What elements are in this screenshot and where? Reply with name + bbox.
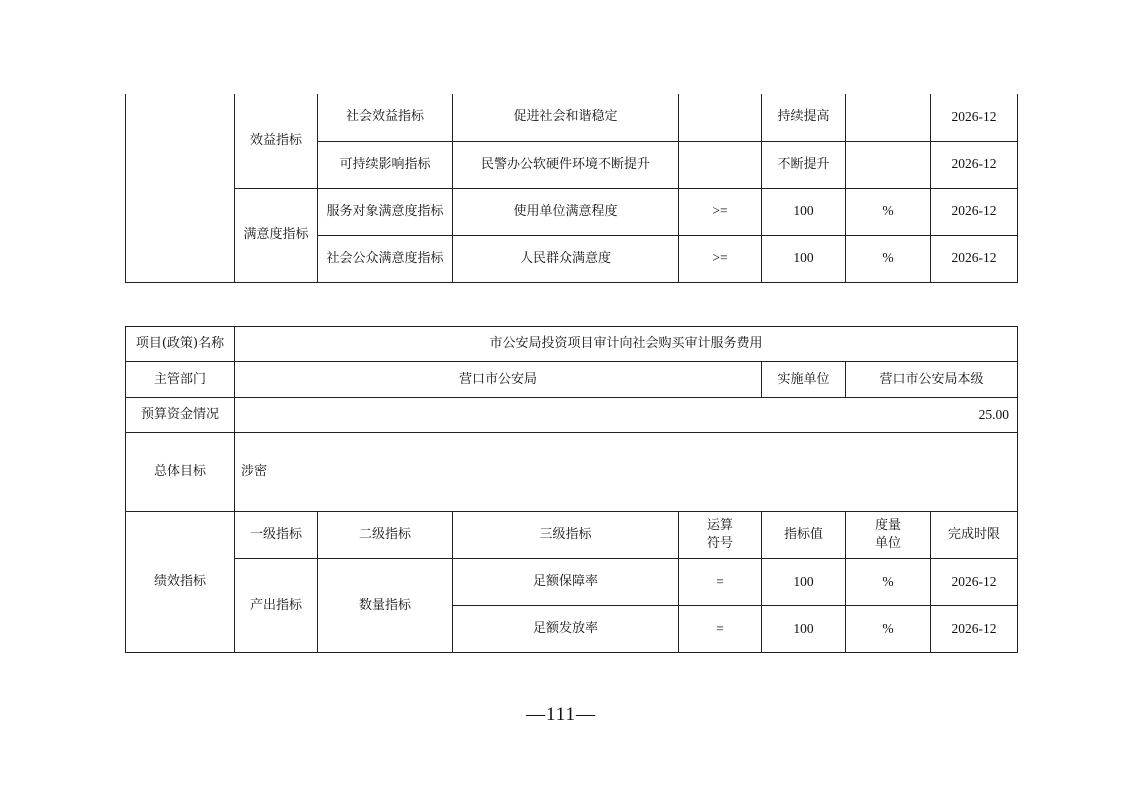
deadline-cell: 2026-12 <box>931 559 1018 606</box>
level1-cell: 效益指标 <box>235 94 318 188</box>
header-row <box>126 512 1018 559</box>
goal-row <box>126 433 1018 512</box>
project-name-row <box>126 327 1018 362</box>
header-operator-line2: 符号 <box>706 536 733 551</box>
deadline-cell: 2026-12 <box>931 235 1018 282</box>
table-row <box>126 94 1018 141</box>
table-row <box>126 559 1018 606</box>
unit-cell: % <box>846 559 931 606</box>
value-cell: 100 <box>762 606 846 653</box>
project-indicator-table <box>125 326 1018 653</box>
level3-cell: 足额发放率 <box>453 606 679 653</box>
header-level1: 一级指标 <box>235 512 318 559</box>
header-unit-line1: 度量 <box>874 518 901 534</box>
page-number: —111— <box>525 704 597 725</box>
level2-cell: 数量指标 <box>318 559 453 653</box>
level3-cell: 使用单位满意程度 <box>453 188 679 235</box>
deadline-cell: 2026-12 <box>931 606 1018 653</box>
operator-cell <box>679 94 762 141</box>
project-name-value: 市公安局投资项目审计向社会购买审计服务费用 <box>235 327 1018 362</box>
table-row <box>126 188 1018 235</box>
header-level3: 三级指标 <box>453 512 679 559</box>
budget-label: 预算资金情况 <box>126 398 235 433</box>
department-label: 主管部门 <box>126 362 235 398</box>
implementing-unit-value: 营口市公安局本级 <box>846 362 1018 398</box>
department-value: 营口市公安局 <box>235 362 762 398</box>
operator-cell: = <box>679 559 762 606</box>
header-unit-line2: 单位 <box>874 536 901 551</box>
level2-cell: 可持续影响指标 <box>318 141 453 188</box>
department-row <box>126 362 1018 398</box>
header-operator <box>679 512 762 559</box>
project-name-label: 项目(政策)名称 <box>126 327 235 362</box>
value-cell: 100 <box>762 235 846 282</box>
level2-cell: 社会效益指标 <box>318 94 453 141</box>
value-cell: 持续提高 <box>762 94 846 141</box>
level1-cell: 产出指标 <box>235 559 318 653</box>
operator-cell: >= <box>679 235 762 282</box>
implementing-unit-label: 实施单位 <box>762 362 846 398</box>
header-value: 指标值 <box>762 512 846 559</box>
budget-value: 25.00 <box>235 398 1018 433</box>
unit-cell: % <box>846 235 931 282</box>
level3-cell: 足额保障率 <box>453 559 679 606</box>
blank-cell <box>126 94 235 282</box>
unit-cell: % <box>846 606 931 653</box>
budget-row <box>126 398 1018 433</box>
continued-indicator-table <box>125 94 1018 283</box>
deadline-cell: 2026-12 <box>931 188 1018 235</box>
value-cell: 100 <box>762 559 846 606</box>
performance-label: 绩效指标 <box>126 512 235 653</box>
header-level2: 二级指标 <box>318 512 453 559</box>
unit-cell <box>846 141 931 188</box>
header-deadline: 完成时限 <box>931 512 1018 559</box>
goal-label: 总体目标 <box>126 433 235 512</box>
level3-cell: 促进社会和谐稳定 <box>453 94 679 141</box>
level3-cell: 人民群众满意度 <box>453 235 679 282</box>
unit-cell <box>846 94 931 141</box>
level1-cell: 满意度指标 <box>235 188 318 282</box>
operator-cell <box>679 141 762 188</box>
deadline-cell: 2026-12 <box>931 94 1018 141</box>
value-cell: 100 <box>762 188 846 235</box>
level2-cell: 社会公众满意度指标 <box>318 235 453 282</box>
goal-value: 涉密 <box>235 433 1018 512</box>
unit-cell: % <box>846 188 931 235</box>
operator-cell: = <box>679 606 762 653</box>
level3-cell: 民警办公软硬件环境不断提升 <box>453 141 679 188</box>
header-unit <box>846 512 931 559</box>
operator-cell: >= <box>679 188 762 235</box>
value-cell: 不断提升 <box>762 141 846 188</box>
level2-cell: 服务对象满意度指标 <box>318 188 453 235</box>
deadline-cell: 2026-12 <box>931 141 1018 188</box>
header-operator-line1: 运算 <box>706 518 733 534</box>
